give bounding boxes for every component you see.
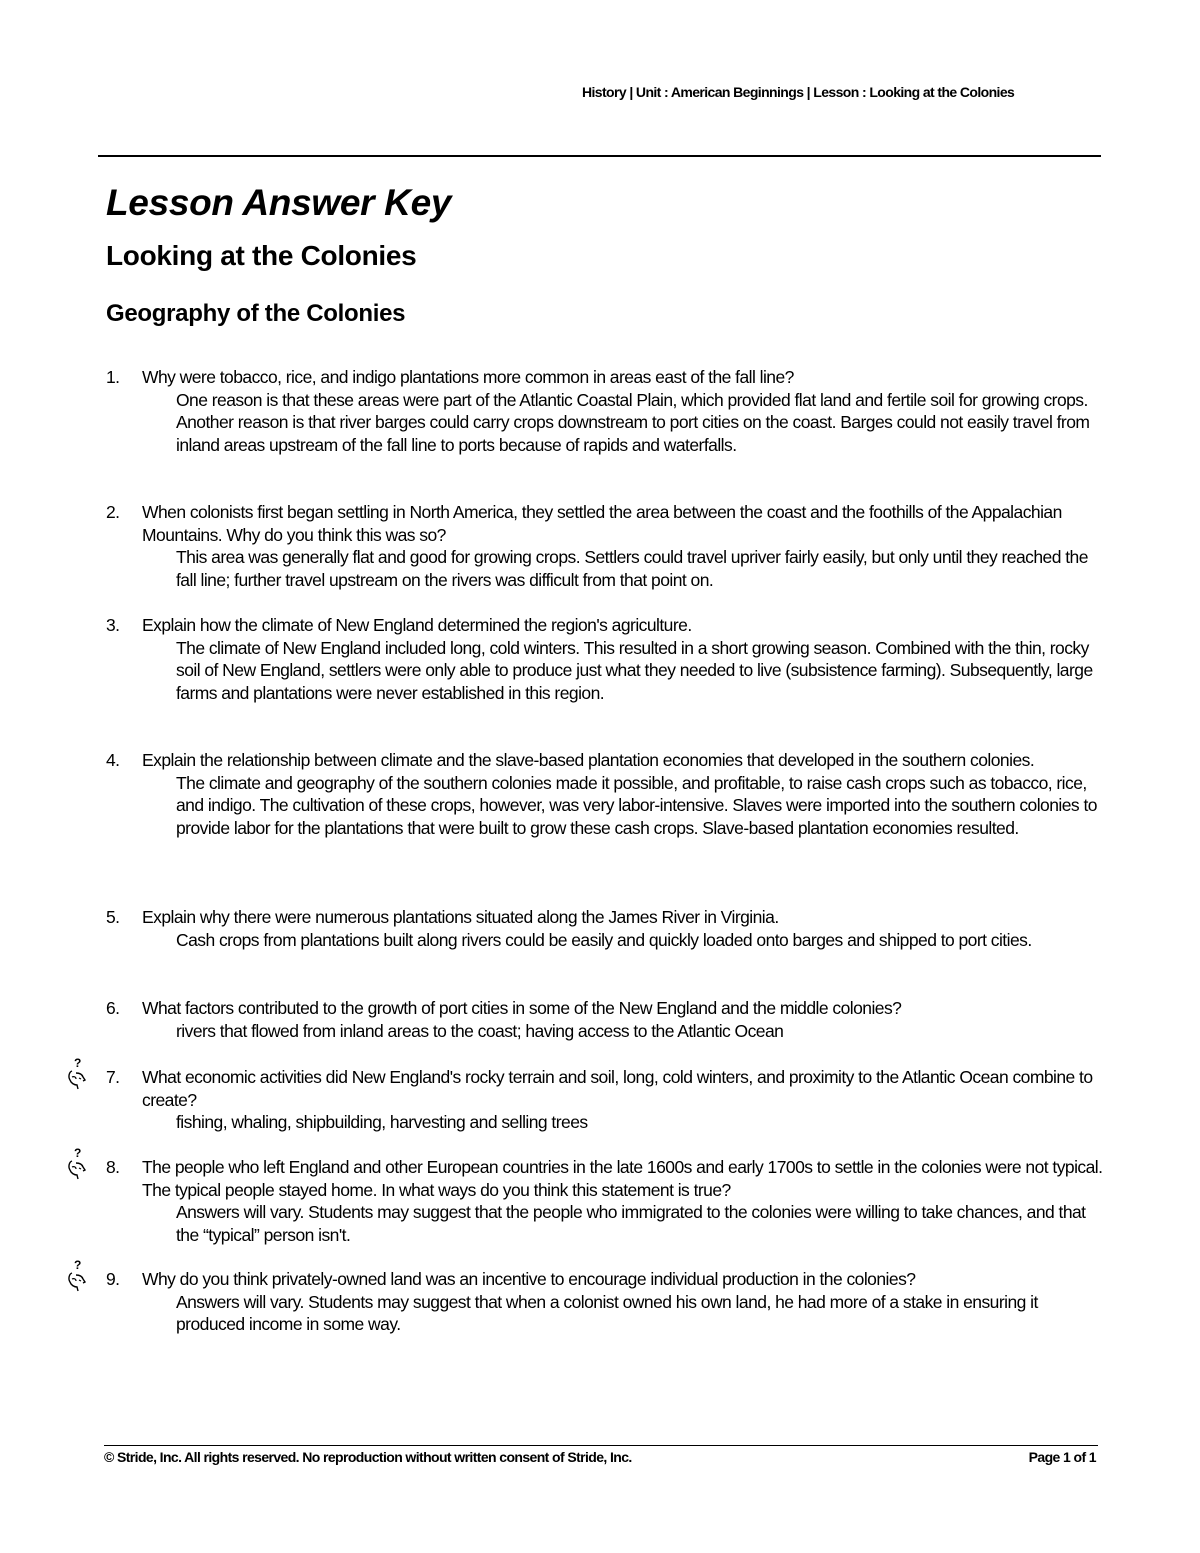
question-number: 4. [106, 750, 120, 770]
question-number: 6. [106, 998, 120, 1018]
question-number: 3. [106, 615, 120, 635]
footer-page-number: Page 1 of 1 [1028, 1449, 1096, 1465]
question-number: 9. [106, 1269, 120, 1289]
svg-text:?: ? [74, 1146, 82, 1160]
question-text: Why do you think privately-owned land was an incentive to encourage individual production in the colonies? [142, 1269, 916, 1289]
question-text: When colonists first began settling in North America, they settled the area between the coast and the foothills of the Appalachian Mountains. Why do you think this was so? [142, 502, 1062, 545]
question-item [106, 906, 1106, 951]
svg-text:?: ? [74, 1056, 82, 1070]
question-text: Explain the relationship between climate and the slave-based plantation economies that developed in the southern colonies. [142, 750, 1035, 770]
question-text: Explain how the climate of New England determined the region's agriculture. [142, 615, 692, 635]
question-text: Explain why there were numerous plantations situated along the James River in Virginia. [142, 907, 779, 927]
answer-text: This area was generally flat and good for growing crops. Settlers could travel upriver fairly easily, but only until they reached the fall line; further travel upstream on the rivers was difficult from that point on. [176, 547, 1088, 590]
question-item [106, 749, 1106, 839]
answer-text: The climate and geography of the southern colonies made it possible, and profitable, to raise cash crops such as tobacco, rice, and indigo. The cultivation of these crops, however, was very labor-intensive. Slaves were imported into the southern colonies to provide labor for the plantations that were built to grow these cash crops. Slave-based plantation economies resulted. [176, 772, 1097, 838]
question-text: What economic activities did New England's rocky terrain and soil, long, cold winters, and proximity to the Atlantic Ocean combine to create? [142, 1067, 1093, 1110]
question-item [106, 1156, 1106, 1246]
answer-text: rivers that flowed from inland areas to the coast; having access to the Atlantic Ocean [176, 1020, 784, 1041]
lesson-subtitle: Looking at the Colonies [106, 240, 417, 271]
question-item [106, 1066, 1106, 1134]
thinking-head-icon [64, 1258, 90, 1292]
svg-text:?: ? [74, 1258, 82, 1272]
thinking-head-icon [64, 1146, 90, 1180]
footer-divider [104, 1445, 1098, 1446]
section-title: Geography of the Colonies [106, 300, 406, 327]
question-item [106, 501, 1106, 591]
document-title: Lesson Answer Key [106, 182, 452, 223]
question-text: Why were tobacco, rice, and indigo plantations more common in areas east of the fall line? [142, 367, 794, 387]
answer-text: Answers will vary. Students may suggest that when a colonist owned his own land, he had more of a stake in ensuring it produced income in some way. [176, 1291, 1038, 1334]
footer-copyright: © Stride, Inc. All rights reserved. No reproduction without written consent of Stride, Inc. [104, 1449, 632, 1465]
question-text: The people who left England and other European countries in the late 1600s and early 1700s to settle in the colonies were not typical. The typical people stayed home. In what ways do you think this statement is true? [142, 1157, 1103, 1200]
answer-text: fishing, whaling, shipbuilding, harvesting and selling trees [176, 1112, 588, 1132]
answer-text: Answers will vary. Students may suggest that the people who immigrated to the colonies were willing to take chances, and that the “typical” person isn't. [176, 1202, 1086, 1245]
question-item [106, 1268, 1106, 1336]
answer-text: The climate of New England included long, cold winters. This resulted in a short growing season. Combined with the thin, rocky soil of New England, settlers were only able to produce just what they needed to live (subsistence farming). Subsequently, large farms and plantations were never established in this region. [176, 637, 1093, 703]
answer-text: One reason is that these areas were part of the Atlantic Coastal Plain, which provided flat land and fertile soil for growing crops. Another reason is that river barges could carry crops downstream to port cities on the coast. Barges could not easily travel from inland areas upstream of the fall line to ports because of rapids and waterfalls. [176, 389, 1090, 455]
header-breadcrumb: History | Unit : American Beginnings | Lesson : Looking at the Colonies [582, 84, 1015, 100]
question-number: 5. [106, 907, 120, 927]
question-number: 7. [106, 1067, 120, 1087]
question-number: 1. [106, 367, 120, 387]
thinking-head-icon [64, 1056, 90, 1090]
header-divider [98, 155, 1101, 157]
question-item [106, 614, 1106, 704]
question-number: 8. [106, 1157, 120, 1177]
question-text: What factors contributed to the growth of port cities in some of the New England and the middle colonies? [142, 998, 902, 1018]
question-number: 2. [106, 502, 120, 522]
question-item [106, 997, 1106, 1042]
answer-text: Cash crops from plantations built along rivers could be easily and quickly loaded onto barges and shipped to port cities. [176, 929, 1032, 950]
question-item [106, 366, 1106, 456]
